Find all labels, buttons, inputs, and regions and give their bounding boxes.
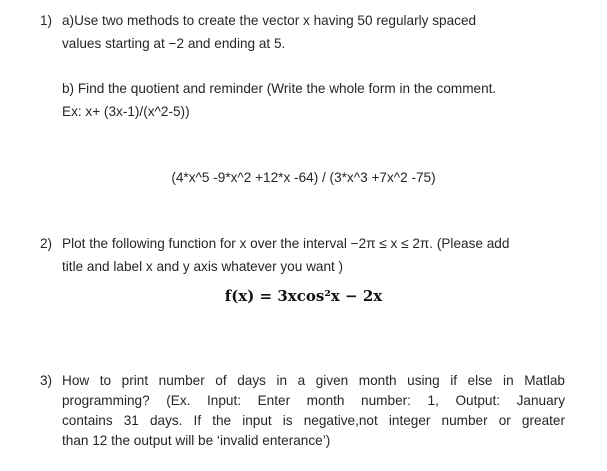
q3-line4: than 12 the output will be ‘invalid enterance’) xyxy=(62,433,331,448)
q2-line2: title and label x and y axis whatever you want ) xyxy=(62,259,344,274)
q3-line3: contains 31 days. If the input is negative,not integer number or greater xyxy=(62,413,565,428)
q1-part-a-line2: values starting at −2 and ending at 5. xyxy=(62,36,286,51)
q3-line2: programming? (Ex. Input: Enter month number: 1, Output: January xyxy=(62,393,565,408)
q1-part-b-line1: b) Find the quotient and reminder (Write the whole form in the comment. xyxy=(62,81,497,96)
q2-function-formula: f(x) = 3xcos²x − 2x xyxy=(224,287,383,305)
q1-number: 1) xyxy=(40,13,53,28)
q2-line1: Plot the following function for x over the interval −2π ≤ x ≤ 2π. (Please add xyxy=(62,236,510,251)
q1-part-a-line1: a)Use two methods to create the vector x having 50 regularly spaced xyxy=(62,13,477,28)
q2-number: 2) xyxy=(40,236,53,251)
q3-number: 3) xyxy=(40,373,53,388)
q1-part-b-line2: Ex: x+ (3x-1)/(x^2-5)) xyxy=(62,104,190,119)
q3-line1: How to print number of days in a given month using if else in Matlab xyxy=(62,373,565,388)
q1-expression: (4*x^5 -9*x^2 +12*x -64) / (3*x^3 +7x^2 -75) xyxy=(171,170,436,185)
